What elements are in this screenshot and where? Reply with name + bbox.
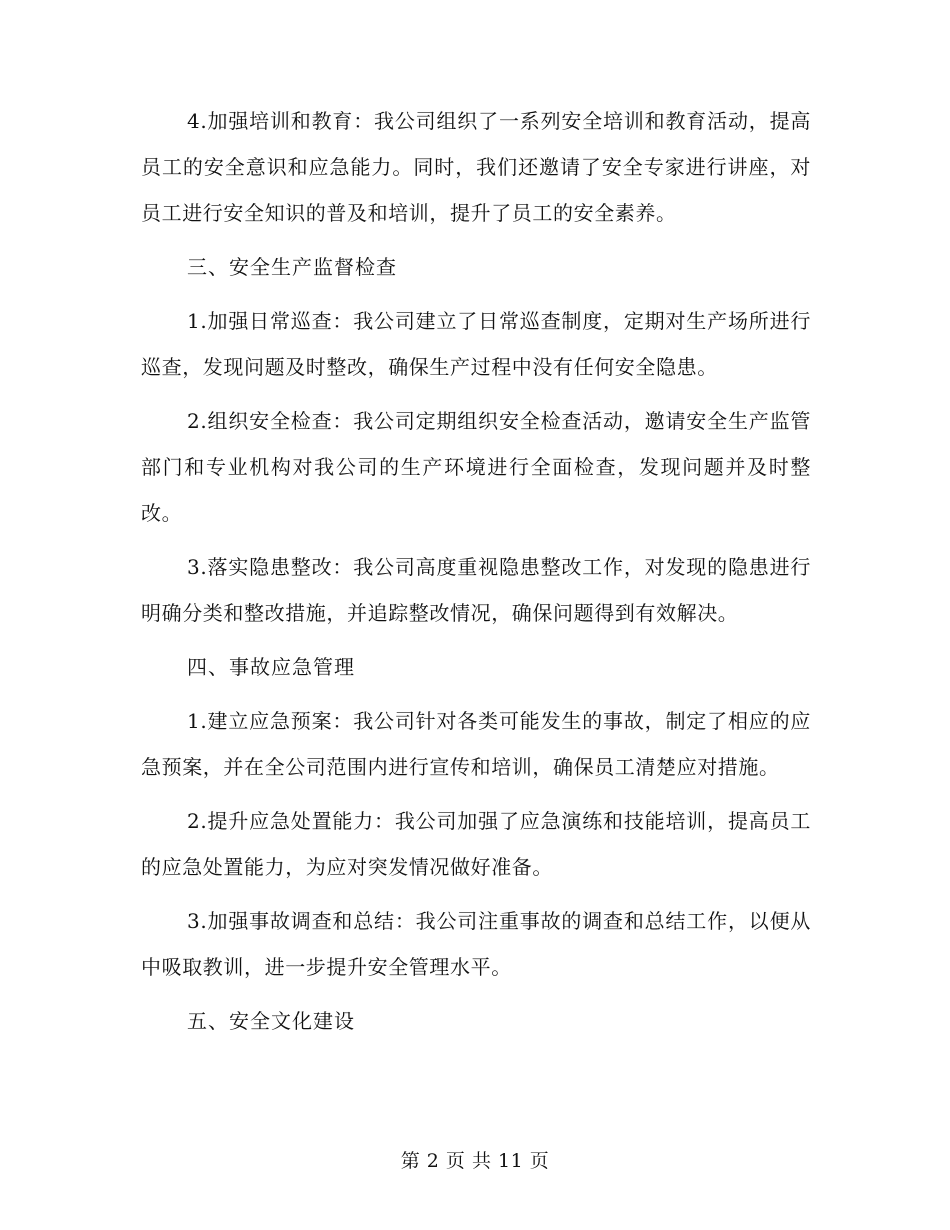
paragraph-daily-inspection: 1.加强日常巡查：我公司建立了日常巡查制度，定期对生产场所进行巡查，发现问题及时整改，确保生产过程中没有任何安全隐患。 (141, 309, 811, 379)
page-footer: 第 2 页 共 11 页 (400, 1150, 550, 1172)
paragraph-emergency-plan: 1.建立应急预案：我公司针对各类可能发生的事故，制定了相应的应急预案，并在全公司范围内进行宣传和培训，确保员工清楚应对措施。 (141, 709, 811, 779)
paragraph-training-education: 4.加强培训和教育：我公司组织了一系列安全培训和教育活动，提高员工的安全意识和应急能力。同时，我们还邀请了安全专家进行讲座，对员工进行安全知识的普及和培训，提升了员工的安全素养。 (141, 109, 811, 225)
section-heading-supervision: 三、安全生产监督检查 (187, 255, 397, 279)
paragraph-hazard-rectification: 3.落实隐患整改：我公司高度重视隐患整改工作，对发现的隐患进行明确分类和整改措施，并追踪整改情况，确保问题得到有效解决。 (141, 555, 811, 625)
section-heading-safety-culture: 五、安全文化建设 (187, 1009, 355, 1033)
paragraph-accident-investigation: 3.加强事故调查和总结：我公司注重事故的调查和总结工作，以便从中吸取教训，进一步提升安全管理水平。 (141, 909, 811, 979)
section-heading-emergency: 四、事故应急管理 (187, 655, 355, 679)
document-body (141, 98, 811, 1052)
paragraph-safety-check: 2.组织安全检查：我公司定期组织安全检查活动，邀请安全生产监管部门和专业机构对我公司的生产环境进行全面检查，发现问题并及时整改。 (141, 409, 811, 525)
paragraph-emergency-capability: 2.提升应急处置能力：我公司加强了应急演练和技能培训，提高员工的应急处置能力，为应对突发情况做好准备。 (141, 809, 811, 879)
